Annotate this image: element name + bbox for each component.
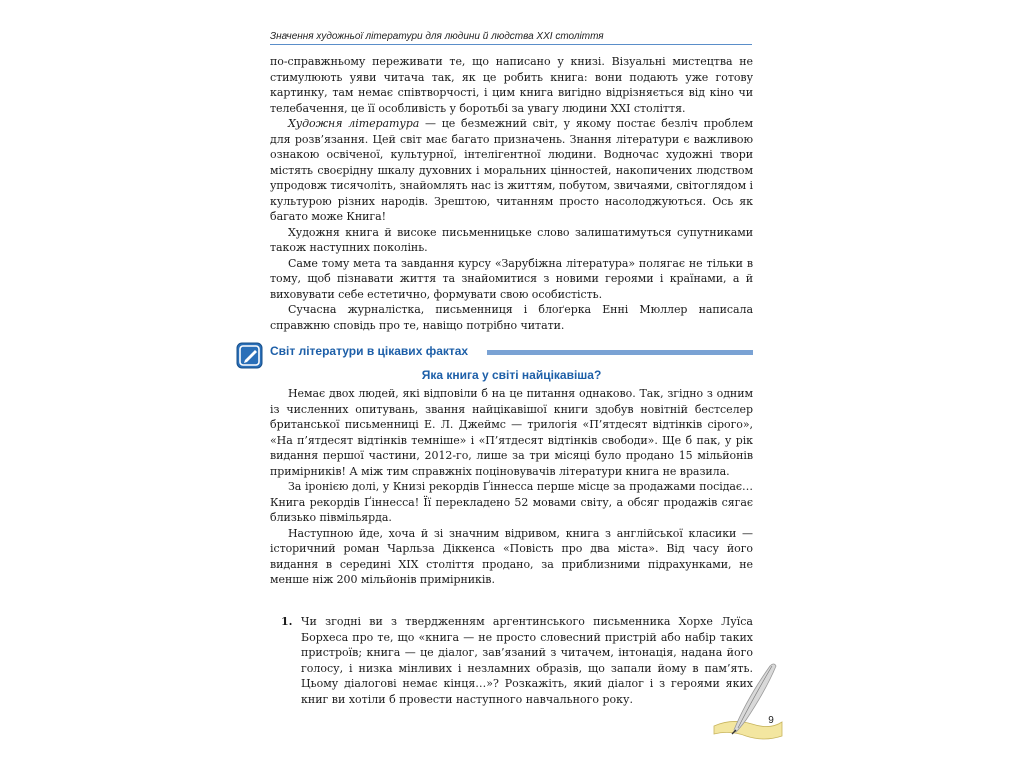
task-text: Чи згодні ви з твердженням аргентинського письменника Хорхе Луїса Борхеса про те, що «книга — не просто словесний пристрій або набір таких пристроїв; книга — це діалог, зав’язаний з читачем, інтонація, надана його голосу, і низка мінливих і незламних образів, що запали йому в пам’ять. Цьому діалогові немає кінця…»? Розкажіть, який діалог і з героями яких книг ви хотіли б провести наступного навчального року. xyxy=(301,615,753,706)
page-number: 9 xyxy=(768,715,774,726)
intro-paragraph-3: Художня книга й високе письменницьке слово залишатимуться супутниками також наступних поколінь. xyxy=(270,225,753,254)
quill-icon xyxy=(712,660,784,740)
pen-in-box-icon xyxy=(236,342,263,369)
facts-section-title: Світ літератури в цікавих фактах xyxy=(270,344,469,358)
facts-paragraph-2: За іронією долі, у Книзі рекордів Ґіннесса перше місце за продажами посідає… Книга рекордів Ґіннесса! Її перекладено 52 мовами світу, а обсяг продажів сягає близько півмільярда. xyxy=(270,480,753,524)
facts-title-bar xyxy=(487,350,753,355)
intro-paragraph-5: Сучасна журналістка, письменниця і блоґерка Енні Мюллер написала справжню сповідь про те, навіщо потрібно читати. xyxy=(270,303,753,332)
task-number: 1. xyxy=(281,615,293,628)
intro-section xyxy=(270,54,753,333)
term-literature: Художня література xyxy=(288,117,420,130)
intro-paragraph-2 xyxy=(270,116,753,225)
facts-paragraph-3: Наступною йде, хоча й зі значним відривом, книга з англійської класики — історичний роман Чарльза Діккенса «Повість про два міста». Від часу його видання в середині XIX століття продано, за приблизними підрахунками, не менше ніж 200 мільйонів примірників. xyxy=(270,526,753,586)
header-divider xyxy=(270,44,752,45)
intro-paragraph-2-text: — це безмежний світ, у якому постає безліч проблем для розв’язання. Цей світ має багато призначень. Знання літератури є важливою ознакою освіченої, культурної, інтелігентної людини. Водночас художні твори містять своєрідну шкалу духовних і моральних цінностей, накопичених людством упродовж тисячоліть, знайомлять нас із життям, побутом, звичаями, світоглядом і культурою різних народів. Зрештою, читанням просто насолоджуються. Ось як багато може Книга! xyxy=(270,117,753,223)
facts-subtitle: Яка книга у світі найцікавіша? xyxy=(421,368,602,382)
intro-paragraph-4: Саме тому мета та завдання курсу «Зарубіжна література» полягає не тільки в тому, щоб пізнавати життя та знайомитися з новими героями і країнами, а й виховувати себе естетично, формувати свою особистість. xyxy=(270,256,753,301)
task-item xyxy=(281,614,753,707)
facts-paragraph-1: Немає двох людей, які відповіли б на це питання однаково. Так, згідно з одним із численних опитувань, звання найцікавішої книги здобув новітній бестселер британської письменниці Е. Л. Джеймс — трилогія «П’ятдесят відтінків сірого», «На п’ятдесят відтінків темніше» і «П’ятдесят відтінків свободи». Ще б пак, у рік видання першої частини, 2012-го, лише за три місяці було продано 15 мільйонів примірників! А між тим справжніх поціновувачів літератури книга не вразила. xyxy=(270,387,753,478)
intro-paragraph-1: по-справжньому переживати те, що написано у книзі. Візуальні мистецтва не стимулюють уяви читача так, як це робить книга: вони подають уже готову картинку, там немає співтворчості, і цим книга вигідно відрізняється від кіно чи телебачення, це її особливість у боротьбі за увагу людини XXI століття. xyxy=(270,55,753,115)
facts-section xyxy=(270,386,753,588)
running-head: Значення художньої літератури для людини й людства XXI століття xyxy=(270,31,604,42)
